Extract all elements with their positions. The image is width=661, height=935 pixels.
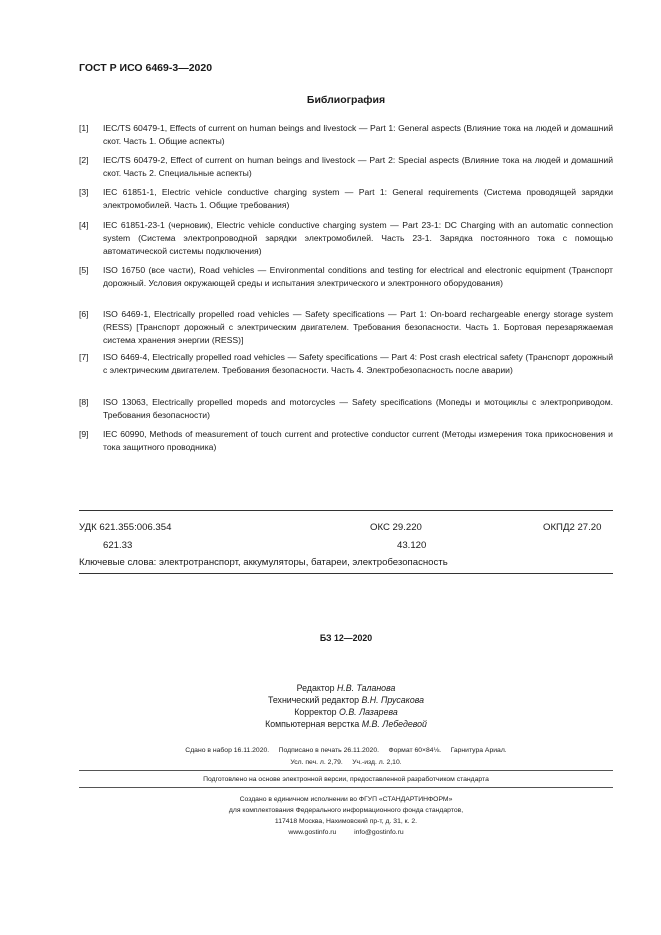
bibliography-item-text: IEC 60990, Methods of measurement of touch current and protective conductor current (Методы измерения тока прикосновения и тока защитного проводника): [103, 429, 613, 452]
classification-top-rule: [79, 510, 613, 511]
staff-person: В.Н. Прусакова: [361, 695, 425, 705]
oks-code-secondary: 43.120: [397, 540, 427, 551]
bibliography-item-text: IEC 61851-23-1 (черновик), Electric vehicle conductive charging system — Part 23-1: DC Charging with an automatic connection system (Система электропроводной зарядки электромобилей. Часть 23-1. Зарядка постоянного тока с помощью автоматической системы подключения): [103, 220, 613, 256]
bibliography-item-number: [7]: [79, 352, 89, 362]
publisher-address: 117418 Москва, Нахимовский пр-т, д. 31, к. 2.: [274, 818, 418, 825]
bibliography-item-text: ISO 6469-4, Electrically propelled road vehicles — Safety specifications — Part 4: Post crash electrical safety (Транспорт дорожный с электрическим двигателем. Требования безопасности. Часть 4. Электробезопасность после аварии): [103, 352, 613, 375]
publisher-website-link[interactable]: www.gostinfo.ru: [288, 829, 337, 836]
bibliography-item-7: [79, 351, 613, 377]
bibliography-item-6: [79, 308, 613, 347]
bibliography-item-3: [79, 186, 613, 212]
bibliography-title: Библиография: [306, 94, 386, 106]
bibliography-item-1: [79, 122, 613, 148]
document-code-header: ГОСТ Р ИСО 6469-3—2020: [79, 62, 213, 74]
imprint-created-line-1: Создано в единичном исполнении во ФГУП «СТАНДАРТИНФОРМ»: [239, 796, 453, 803]
publisher-email-link[interactable]: info@gostinfo.ru: [354, 829, 404, 836]
okpd-code: ОКПД2 27.20: [543, 522, 602, 533]
staff-technical-editor: [79, 694, 613, 706]
bibliography-item-text: IEC/TS 60479-1, Effects of current on human beings and livestock — Part 1: General aspects (Влияние тока на людей и домашний скот. Часть 1. Общие аспекты): [103, 123, 613, 146]
bibliography-item-text: IEC/TS 60479-2, Effect of current on human beings and livestock — Part 2: Special aspects (Влияние тока на людей и домашний скот. Часть 2. Специальные аспекты): [103, 155, 613, 178]
bibliography-item-number: [3]: [79, 187, 89, 197]
imprint-rule-2: [79, 787, 613, 788]
bibliography-item-number: [5]: [79, 265, 89, 275]
staff-role: Компьютерная верстка: [265, 719, 360, 729]
staff-role: Редактор: [296, 683, 335, 693]
staff-proofreader: [79, 706, 613, 718]
bibliography-item-number: [6]: [79, 309, 89, 319]
bibliography-item-2: [79, 154, 613, 180]
bibliography-item-text: ISO 6469-1, Electrically propelled road vehicles — Safety specifications — Part 1: On-board rechargeable energy storage system (RESS) [Транспорт дорожный с электрическим двигателем. Требования безопасности. Часть 1. Бортовая перезаряжаемая система хранения энергии (RESS)]: [103, 309, 613, 345]
bibliography-item-4: [79, 219, 613, 258]
staff-role: Технический редактор: [267, 695, 359, 705]
imprint-print-details: Сдано в набор 16.11.2020. Подписано в печать 26.11.2020. Формат 60×84⅛. Гарнитура Ариал.: [185, 747, 507, 754]
bibliography-item-number: [1]: [79, 123, 89, 133]
bibliography-item-5: [79, 264, 613, 290]
staff-editor: [79, 682, 613, 694]
bibliography-item-text: IEC 61851-1, Electric vehicle conductive charging system — Part 1: General requirements (Система проводящей зарядки электромобилей. Часть 1. Общие требования): [103, 187, 613, 210]
publisher-contacts: [79, 827, 613, 838]
bibliography-item-number: [4]: [79, 220, 89, 230]
bibliography-item-number: [9]: [79, 429, 89, 439]
bibliography-item-8: [79, 396, 613, 422]
oks-code: ОКС 29.220: [370, 522, 422, 533]
bibliography-item-9: [79, 428, 613, 454]
classification-bottom-rule: [79, 573, 613, 574]
staff-person: М.В. Лебедевой: [361, 719, 427, 729]
imprint-prepared-note: Подготовлено на основе электронной версии, предоставленной разработчиком стандарта: [203, 776, 489, 783]
staff-person: Н.В. Таланова: [336, 683, 396, 693]
bibliography-item-text: ISO 16750 (все части), Road vehicles — Environmental conditions and testing for electrical and electronic equipment (Транспорт дорожный. Условия окружающей среды и испытания электрического и электронного оборудования): [103, 265, 613, 288]
bibliography-item-text: ISO 13063, Electrically propelled mopeds and motorcycles — Safety specifications (Мопеды и мотоциклы с электроприводом. Требования безопасности): [103, 397, 613, 420]
imprint-rule-1: [79, 770, 613, 771]
imprint-sheet-details: Усл. печ. л. 2,79. Уч.-изд. л. 2,10.: [290, 759, 402, 766]
imprint-created-line-2: для комплектования Федерального информационного фонда стандартов,: [228, 807, 464, 814]
staff-person: О.В. Лазарева: [339, 707, 398, 717]
bz-number: БЗ 12—2020: [319, 633, 373, 643]
keywords-line: Ключевые слова: электротранспорт, аккумуляторы, батареи, электробезопасность: [79, 557, 448, 568]
udk-code: УДК 621.355:006.354: [79, 522, 172, 533]
staff-layout: [79, 718, 613, 730]
udk-code-secondary: 621.33: [103, 540, 133, 551]
staff-role: Корректор: [294, 707, 337, 717]
bibliography-item-number: [8]: [79, 397, 89, 407]
bibliography-item-number: [2]: [79, 155, 89, 165]
